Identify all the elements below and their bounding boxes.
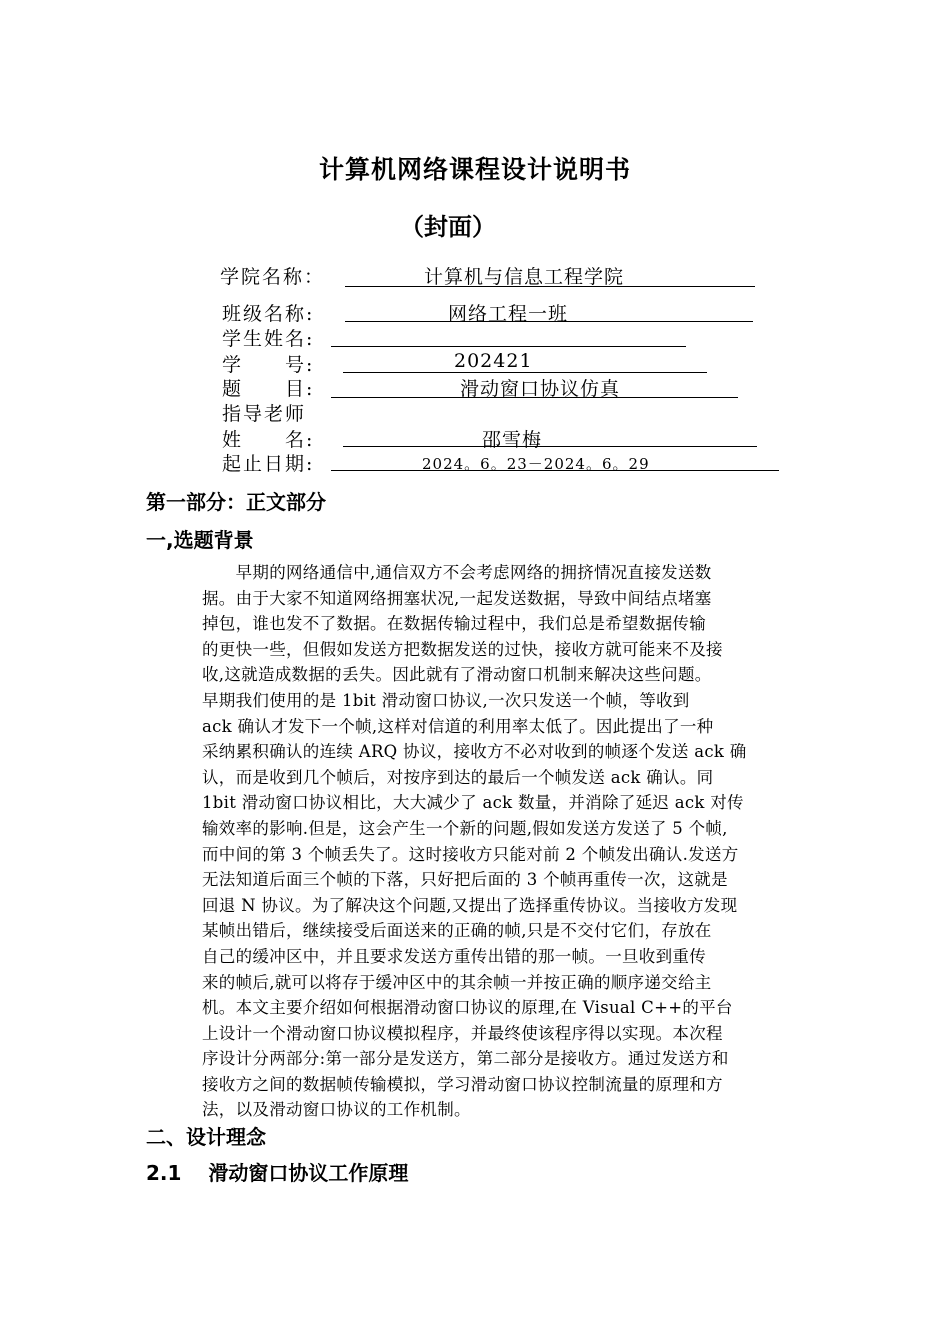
advisor-label-line2: 姓 名: xyxy=(222,429,315,451)
part-heading: 第一部分：正文部分 xyxy=(146,490,326,514)
paragraph-line: 来的帧后,就可以将存于缓冲区中的其余帧一并按正确的顺序递交给主 xyxy=(202,972,712,992)
paragraph-line: 无法知道后面三个帧的下落，只好把后面的 3 个帧再重传一次，这就是 xyxy=(202,870,728,890)
paragraph-line: 的更快一些，但假如发送方把数据发送的过快，接收方就可能来不及接 xyxy=(202,639,723,659)
section21-heading: 2.1 滑动窗口协议工作原理 xyxy=(146,1161,409,1185)
paragraph-line: 早期的网络通信中,通信双方不会考虑网络的拥挤情况直接发送数 xyxy=(202,563,712,582)
student-label: 学生姓名: xyxy=(222,328,315,350)
date-label: 起止日期: xyxy=(222,453,315,475)
id-underline xyxy=(343,372,707,373)
paragraph-line: 1bit 滑动窗口协议相比，大大减少了 ack 数量，并消除了延迟 ack 对传 xyxy=(202,793,744,813)
date-underline xyxy=(331,470,779,471)
paragraph-line: 早期我们使用的是 1bit 滑动窗口协议,一次只发送一个帧，等收到 xyxy=(202,690,690,710)
college-value: 计算机与信息工程学院 xyxy=(424,266,625,288)
topic-underline xyxy=(331,397,738,398)
paragraph-line: 输效率的影响.但是，这会产生一个新的问题,假如发送方发送了 5 个帧, xyxy=(202,818,728,838)
section2-heading: 二、设计理念 xyxy=(146,1125,266,1149)
paragraph-line: 认，而是收到几个帧后，对按序到达的最后一个帧发送 ack 确认。同 xyxy=(202,767,714,787)
paragraph-line: 自己的缓冲区中，并且要求发送方重传出错的那一帧。一旦收到重传 xyxy=(202,946,706,966)
class-label: 班级名称: xyxy=(222,303,315,325)
date-value: 2024。6。23－2024。6。29 xyxy=(422,455,650,473)
topic-value: 滑动窗口协议仿真 xyxy=(460,378,621,400)
advisor-underline xyxy=(343,446,757,447)
document-title: 计算机网络课程设计说明书 xyxy=(318,155,631,184)
advisor-label-line1: 指导老师 xyxy=(222,403,307,425)
paragraph-line: 采纳累积确认的连续 ARQ 协议，接收方不必对收到的帧逐个发送 ack 确 xyxy=(202,742,747,762)
paragraph-line: 收,这就造成数据的丢失。因此就有了滑动窗口机制来解决这些问题。 xyxy=(202,665,712,685)
section1-heading: 一,选题背景 xyxy=(146,528,254,552)
id-label: 学 号: xyxy=(222,354,315,376)
paragraph-line: 法，以及滑动窗口协议的工作机制。 xyxy=(202,1100,471,1120)
advisor-value: 邵雪梅 xyxy=(482,429,543,451)
section1-paragraph xyxy=(202,560,814,1123)
paragraph-line: 接收方之间的数据帧传输模拟，学习滑动窗口协议控制流量的原理和方 xyxy=(202,1074,723,1094)
paragraph-line: 机。本文主要介绍如何根据滑动窗口协议的原理,在 Visual C++的平台 xyxy=(202,998,733,1018)
paragraph-line: 而中间的第 3 个帧丢失了。这时接收方只能对前 2 个帧发出确认.发送方 xyxy=(202,844,739,864)
paragraph-line: 上设计一个滑动窗口协议模拟程序，并最终使该程序得以实现。本次程 xyxy=(202,1023,723,1043)
paragraph-line: 据。由于大家不知道网络拥塞状况,一起发送数据，导致中间结点堵塞 xyxy=(202,588,712,608)
topic-label: 题 目: xyxy=(222,378,315,400)
paragraph-line: 序设计分两部分:第一部分是发送方，第二部分是接收方。通过发送方和 xyxy=(202,1049,729,1069)
document-subtitle: （封面） xyxy=(400,213,496,241)
paragraph-line: ack 确认才发下一个帧,这样对信道的利用率太低了。因此提出了一种 xyxy=(202,716,714,736)
class-underline xyxy=(345,321,753,322)
college-label: 学院名称： xyxy=(220,266,326,288)
paragraph-line: 某帧出错后，继续接受后面送来的正确的帧,只是不交付它们，存放在 xyxy=(202,921,712,941)
paragraph-line: 回退 N 协议。为了解决这个问题,又提出了选择重传协议。当接收方发现 xyxy=(202,895,738,915)
paragraph-line: 掉包，谁也发不了数据。在数据传输过程中，我们总是希望数据传输 xyxy=(202,614,706,634)
id-value: 202421 xyxy=(454,350,533,372)
student-underline xyxy=(331,346,686,347)
class-value: 网络工程一班 xyxy=(448,303,569,325)
college-underline xyxy=(345,286,755,287)
